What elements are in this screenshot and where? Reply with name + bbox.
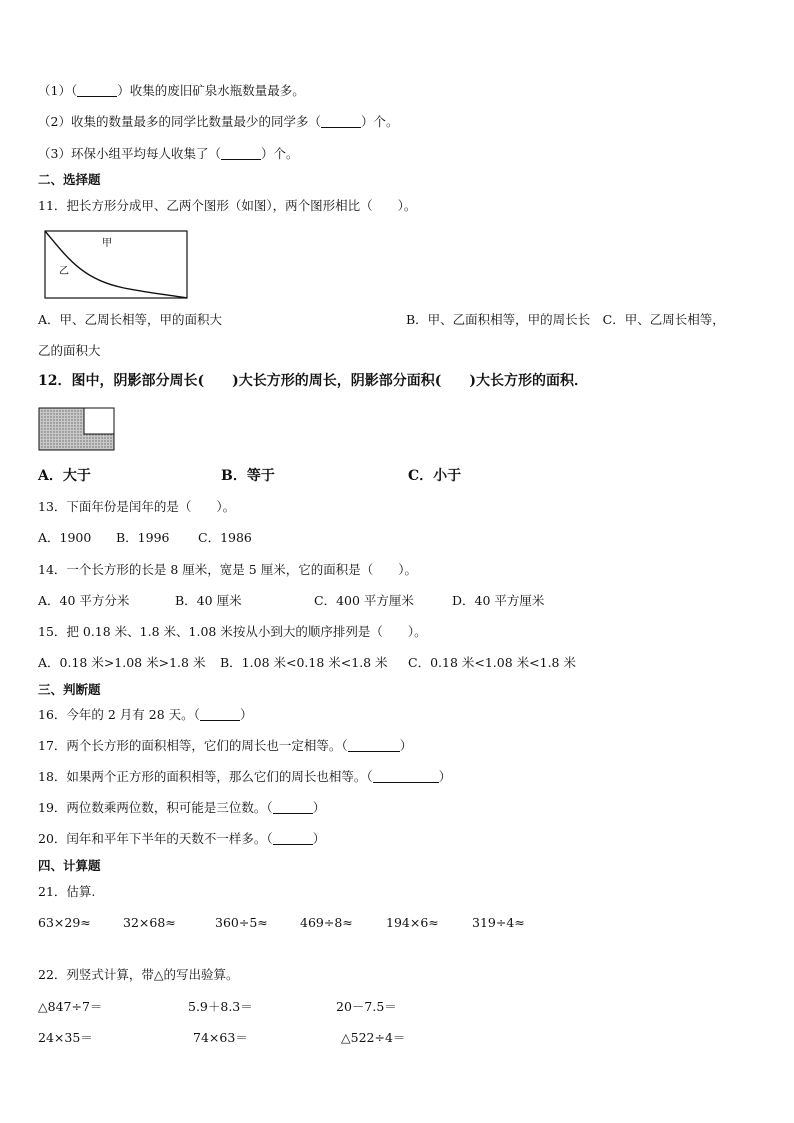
sub-question-3-prefix: （3）环保小组平均每人收集了（ (38, 146, 221, 161)
estimate-item: 194×6≈ (386, 915, 439, 930)
q15-option-b[interactable]: B．1.08 米<0.18 米<1.8 米 (220, 655, 388, 670)
paren-close: ） (438, 769, 452, 784)
answer-blank[interactable] (273, 832, 313, 845)
q12-figure (38, 407, 116, 451)
calc-item: 5.9＋8.3＝ (188, 999, 253, 1014)
sub-question-1-suffix: ）收集的废旧矿泉水瓶数量最多。 (117, 83, 305, 98)
paren-close: ） (312, 831, 326, 846)
calc-item: 74×63＝ (193, 1030, 248, 1045)
q11-options-line1 (38, 312, 222, 328)
q19 (38, 800, 325, 816)
q14-stem: 14．一个长方形的长是 8 厘米，宽是 5 厘米，它的面积是（ ）。 (38, 562, 417, 577)
q18-text: 18．如果两个正方形的面积相等，那么它们的周长也相等。 (38, 769, 367, 784)
paren-open: （ (366, 769, 373, 784)
estimate-item: 32×68≈ (123, 915, 176, 930)
q22-stem: 22．列竖式计算，带△的写出验算。 (38, 967, 239, 982)
paren-open: （ (266, 831, 273, 846)
q11-label-yi: 乙 (59, 266, 69, 277)
q12-stem: 12．图中，阴影部分周长( )大长方形的周长，阴影部分面积( )大长方形的面积． (38, 373, 588, 389)
paren-open: （ (341, 738, 348, 753)
q12-cut-square (84, 408, 114, 434)
sub-question-2-suffix: ）个。 (360, 114, 399, 129)
estimate-item: 319÷4≈ (472, 915, 525, 930)
q21-stem: 21．估算. (38, 884, 96, 899)
q13-option-a[interactable]: A．1900 (38, 530, 92, 545)
calc-item: 24×35＝ (38, 1030, 93, 1045)
q12-option-b[interactable]: B．等于 (221, 468, 275, 484)
q20-text: 20．闰年和平年下半年的天数不一样多。 (38, 831, 267, 846)
estimate-item: 360÷5≈ (215, 915, 268, 930)
q14-option-d[interactable]: D．40 平方厘米 (452, 593, 545, 608)
section-title-judge: 三、判断题 (38, 682, 101, 697)
q11-option-a[interactable]: A．甲、乙周长相等，甲的面积大 (38, 312, 223, 327)
answer-blank[interactable] (373, 770, 439, 783)
sub-question-2 (38, 114, 398, 130)
q17 (38, 738, 412, 754)
q18 (38, 769, 451, 785)
answer-blank[interactable] (200, 708, 240, 721)
calc-item: 20－7.5＝ (336, 999, 397, 1014)
q15-option-c[interactable]: C．0.18 米<1.08 米<1.8 米 (408, 655, 576, 670)
q20 (38, 831, 325, 847)
answer-blank[interactable] (77, 84, 117, 97)
q14-option-c[interactable]: C．400 平方厘米 (314, 593, 414, 608)
q16 (38, 707, 252, 723)
sub-question-2-prefix: （2）收集的数量最多的同学比数量最少的同学多（ (38, 114, 321, 129)
q17-text: 17．两个长方形的面积相等，它们的周长也一定相等。 (38, 738, 342, 753)
q13-stem: 13．下面年份是闰年的是（ ）。 (38, 499, 236, 514)
paren-close: ） (399, 738, 413, 753)
q19-text: 19．两位数乘两位数，积可能是三位数。 (38, 800, 267, 815)
estimate-item: 63×29≈ (38, 915, 91, 930)
q12-option-a[interactable]: A．大于 (38, 468, 91, 484)
answer-blank[interactable] (221, 147, 261, 160)
q14-option-b[interactable]: B．40 厘米 (175, 593, 242, 608)
paren-open: （ (193, 707, 200, 722)
q11-curve (45, 231, 187, 298)
q11-rectangle (45, 231, 187, 298)
estimate-item: 469÷8≈ (300, 915, 353, 930)
answer-blank[interactable] (321, 115, 361, 128)
sub-question-1-prefix: （1）（ (38, 83, 78, 98)
calc-item: △847÷7＝ (38, 999, 103, 1014)
answer-blank[interactable] (273, 801, 313, 814)
q15-option-a[interactable]: A．0.18 米>1.08 米>1.8 米 (38, 655, 206, 670)
sub-question-3-suffix: ）个。 (260, 146, 299, 161)
q13-option-c[interactable]: C．1986 (198, 530, 252, 545)
q11-option-c-cont: 乙的面积大 (38, 343, 101, 358)
q11-label-jia: 甲 (102, 238, 112, 249)
q15-stem: 15．把 0.18 米、1.8 米、1.08 米按从小到大的顺序排列是（ ）。 (38, 624, 427, 639)
q11-stem: 11．把长方形分成甲、乙两个图形（如图），两个图形相比（ ）。 (38, 198, 417, 213)
sub-question-1 (38, 83, 305, 99)
section-title-choice: 二、选择题 (38, 172, 101, 187)
answer-blank[interactable] (348, 739, 400, 752)
paren-close: ） (312, 800, 326, 815)
sub-question-3 (38, 146, 298, 162)
q12-option-c[interactable]: C．小于 (408, 468, 462, 484)
q11-figure (44, 230, 190, 300)
q11-option-bc[interactable]: B．甲、乙面积相等，甲的周长长 C．甲、乙周长相等， (406, 312, 725, 327)
q13-option-b[interactable]: B．1996 (116, 530, 170, 545)
section-title-calc: 四、计算题 (38, 858, 101, 873)
paren-open: （ (266, 800, 273, 815)
q16-text: 16．今年的 2 月有 28 天。 (38, 707, 194, 722)
q14-option-a[interactable]: A．40 平方分米 (38, 593, 130, 608)
calc-item: △522÷4＝ (341, 1030, 406, 1045)
paren-close: ） (239, 707, 253, 722)
